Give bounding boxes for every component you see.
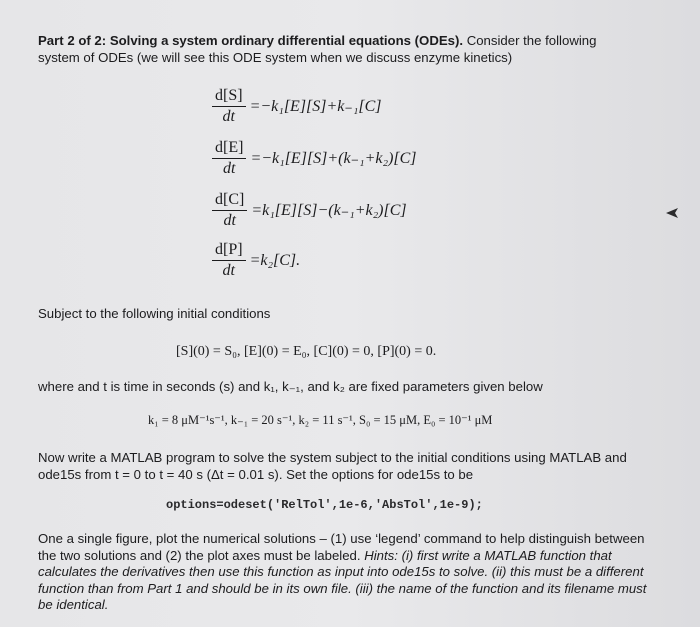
intro-title: Part 2 of 2: Solving a system ordinary differential equations (ODEs). <box>38 33 464 48</box>
intro-text: Consider the following system of ODEs (we will see this ODE system when we discuss enzyme kinetics) <box>38 33 597 65</box>
equation-dp-numerator: d[P] <box>212 240 246 261</box>
equation-ds <box>212 86 382 127</box>
equation-dc-denominator: dt <box>223 212 236 229</box>
equation-de-numerator: d[E] <box>212 138 246 159</box>
instructions-paragraph: Now write a MATLAB program to solve the system subject to the initial conditions using MATLAB and ode15s from t = 0 to t = 40 s (Δt = 0.01 s). Set the options for ode15s to be <box>38 450 627 482</box>
initial-conditions: [S](0) = S₀, [E](0) = E₀, [C](0) = 0, [P](0) = 0. <box>176 344 437 359</box>
equation-ds-rhs: =−k₁[E][S]+k₋₁[C] <box>249 97 382 115</box>
equation-de-rhs: =−k₁[E][S]+(k₋₁+k₂)[C] <box>250 149 417 167</box>
equation-dp-rhs: =k₂[C]. <box>249 251 301 269</box>
code-line: options=odeset('RelTol',1e-6,'AbsTol',1e-9); <box>166 498 483 512</box>
intro-paragraph <box>38 32 638 66</box>
equation-dp <box>212 240 300 281</box>
final-paragraph <box>38 531 648 614</box>
equation-dc <box>212 190 407 231</box>
mouse-cursor-icon <box>666 207 682 221</box>
final-hints: Hints: (i) first write a MATLAB function that calculates the derivatives then use this function as input into ode15s to solve. (ii) this must be a different function than from Part 1 and should be in its own file. (iii) the name of the function and its filename must be identical. <box>38 547 647 612</box>
equation-dc-rhs: =k₁[E][S]−(k₋₁+k₂)[C] <box>251 201 407 219</box>
equation-dp-denominator: dt <box>222 262 235 279</box>
equation-ds-denominator: dt <box>222 108 235 125</box>
parameters-line: k₁ = 8 μM⁻¹s⁻¹, k₋₁ = 20 s⁻¹, k₂ = 11 s⁻¹, S₀ = 15 μM, E₀ = 10⁻¹ μM <box>148 413 493 427</box>
equation-dc-numerator: d[C] <box>212 190 247 211</box>
equation-de-denominator: dt <box>222 160 236 177</box>
final-text: One a single figure, plot the numerical solutions – (1) use ‘legend’ command to help distinguish between the two solutions and (2) the plot axes must be labeled. <box>38 531 645 563</box>
equation-ds-numerator: d[S] <box>212 86 246 107</box>
equation-de <box>212 138 417 179</box>
subject-text: Subject to the following initial conditions <box>38 306 271 321</box>
where-text: where and t is time in seconds (s) and k₁, k₋₁, and k₂ are fixed parameters given below <box>38 379 543 394</box>
